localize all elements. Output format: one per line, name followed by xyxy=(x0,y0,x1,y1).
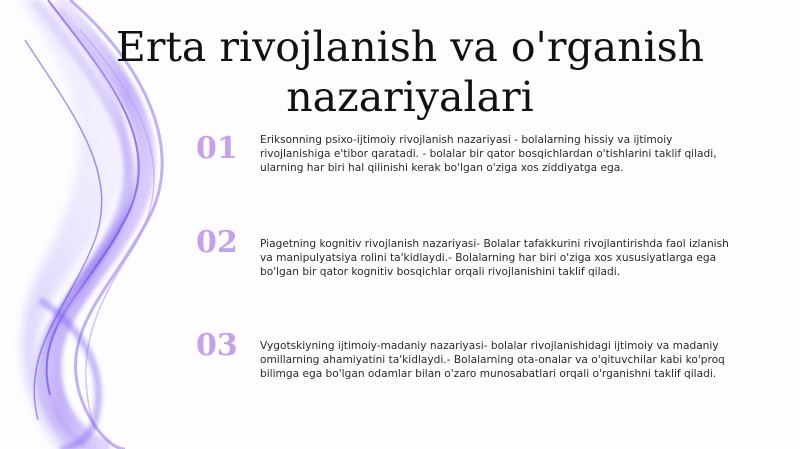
item-text-erikson: Eriksonning psixo-ijtimoiy rivojlanish nazariyasi - bolalarning hissiy va ijtimoiy rivojlanishiga e'tibor qaratadi. - bolalar bir qator bosqichlardan o'tishlarini taklif qiladi, ularning har biri hal qilinishi kerak bo'lgan o'ziga xos ziddiyatga ega. xyxy=(260,134,717,174)
item-number-01: 01 xyxy=(196,131,238,166)
item-number-03: 03 xyxy=(196,328,238,363)
slide-title: Erta rivojlanish va o'rganish nazariyalari xyxy=(115,23,705,121)
item-text-piaget: Piagetning kognitiv rivojlanish nazariyasi- Bolalar tafakkurini rivojlantirishda faol izlanish va manipulyatsiya rolini ta'kidlaydi.- Bolalarning har biri o'ziga xos xususiyatlarga ega bo'lgan bir qator kognitiv bosqichlar orqali rivojlanishini taklif qiladi. xyxy=(260,238,729,278)
item-number-02: 02 xyxy=(196,225,238,260)
item-text-vygotsky: Vygotskiyning ijtimoiy-madaniy nazariyasi- bolalar rivojlanishidagi ijtimoiy va madaniy omillarning ahamiyatini ta'kidlaydi.- Bolalarning ota-onalar va o'qituvchilar kabi ko'proq bilimga ega bo'lgan odamlar bilan o'zaro munosabatlari orqali o'rganishni taklif qiladi. xyxy=(260,340,725,380)
